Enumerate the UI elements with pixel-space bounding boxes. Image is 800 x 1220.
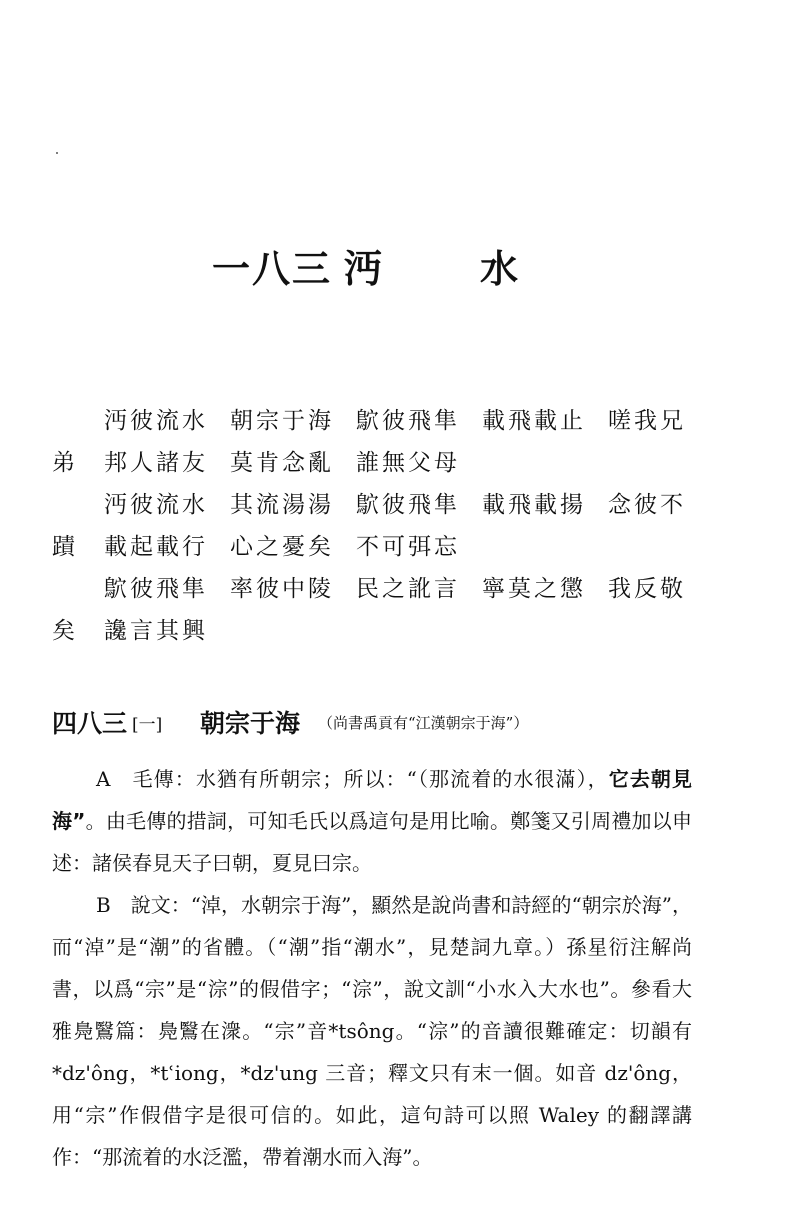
poem-phrase: 鴥彼飛隼 (356, 492, 460, 518)
poem-phrase: 嗟我兄 (608, 408, 686, 434)
chapter-title-char-1: 沔 (344, 246, 385, 291)
chapter-title (0, 238, 800, 294)
poem-phrase: 矣 (52, 618, 78, 644)
poem-phrase: 我反敬 (608, 576, 686, 602)
poem-phrase: 率彼中陵 (230, 576, 334, 602)
poem-phrase: 莫肯念亂 (230, 450, 334, 476)
speck-mark (56, 152, 58, 154)
poem-phrase: 鴥彼飛隼 (356, 408, 460, 434)
poem-phrase: 念彼不 (608, 492, 686, 518)
poem-phrase: 載飛載揚 (482, 492, 586, 518)
poem-phrase: 弟 (52, 450, 78, 476)
poem-phrase: 朝宗于海 (230, 408, 334, 434)
poem-phrase: 讒言其興 (104, 618, 208, 644)
section-note: （尚書禹貢有“江漢朝宗于海”） (318, 714, 529, 732)
poem-phrase: 鴥彼飛隼 (104, 576, 208, 602)
poem-phrase: 民之訛言 (356, 576, 460, 602)
section-sub-number: [一] (132, 715, 163, 735)
section-number: 四八三 (52, 709, 128, 738)
poem-phrase: 載起載行 (104, 534, 208, 560)
poem-phrase: 誰無父母 (356, 450, 460, 476)
poem-phrase: 沔彼流水 (104, 408, 208, 434)
poem-phrase: 其流湯湯 (230, 492, 334, 518)
paragraph-a-text-2: 。由毛傳的措詞，可知毛氏以爲這句是用比喻。鄭箋又引周禮加以申述：諸侯春見天子曰朝，夏見曰宗。 (52, 809, 692, 875)
commentary-body (52, 758, 692, 1178)
paragraph-a (52, 758, 692, 884)
paragraph-a-bold: 它去朝見海” (52, 767, 693, 833)
poem-phrase: 寧莫之懲 (482, 576, 586, 602)
paragraph-a-text-1: A 毛傳：水猶有所朝宗；所以：“（那流着的水很滿）， (96, 767, 609, 791)
poem-phrase: 蹟 (52, 534, 78, 560)
poem-phrase: 心之憂矣 (230, 534, 334, 560)
poem-phrase: 載飛載止 (482, 408, 586, 434)
paragraph-b: B 說文：“淖，水朝宗于海”，顯然是說尚書和詩經的“朝宗於海”，而“淖”是“潮”的省體。（“潮”指“潮水”，見楚詞九章。）孫星衍注解尚書，以爲“宗”是“淙”的假借字；“淙”，說文訓“小水入大水也”。參看大雅鳧鷖篇：鳧鷖在潨。“宗”音*tsông。“淙”的音讀很難確定：切韻有*dz'ông，*tʿiong，*dz'ung 三音；釋文只有末一個。如音 dz'ông，用“宗”作假借字是很可信的。如此，這句詩可以照 Waley 的翻譯講作：“那流着的水泛濫，帶着潮水而入海”。 (52, 893, 692, 1169)
chapter-title-char-2: 水 (480, 246, 521, 291)
chapter-number: 一八三 (212, 246, 333, 291)
poem-phrase: 不可弭忘 (356, 534, 460, 560)
poem-phrase: 邦人諸友 (104, 450, 208, 476)
section-title: 朝宗于海 (200, 709, 301, 738)
section-heading (52, 704, 772, 744)
poem-phrase: 沔彼流水 (104, 492, 208, 518)
